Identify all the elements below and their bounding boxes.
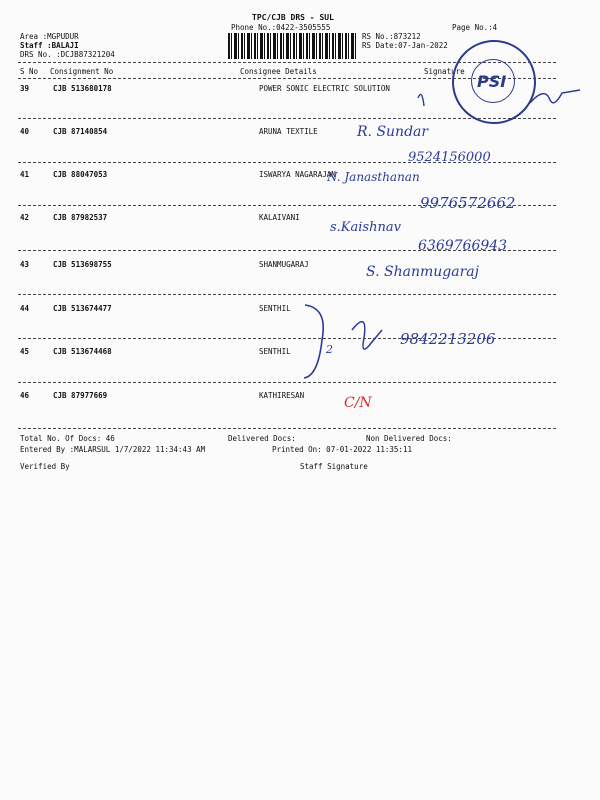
row41-phone: 9976572662	[420, 194, 516, 212]
doc-title: TPC/CJB DRS - SUL	[252, 13, 334, 22]
row44-phone: 9842213206	[400, 330, 496, 348]
row-consignee: ARUNA TEXTILE	[259, 127, 318, 136]
row-consignment: CJB 513680178	[53, 84, 112, 93]
row45-mark: 2	[326, 343, 333, 356]
row-consignee: KALAIVANI	[259, 213, 300, 222]
entered-by: Entered By :MALARSUL 1/7/2022 11:34:43 AM	[20, 445, 206, 454]
col-header-consignee: Consignee Details	[240, 67, 317, 76]
printed-on: Printed On: 07-01-2022 11:35:11	[272, 445, 412, 454]
row-consignment: CJB 87140854	[53, 127, 108, 136]
divider	[18, 382, 556, 383]
row-consignment: CJB 88047053	[53, 170, 108, 179]
row-consignment: CJB 87977669	[53, 391, 108, 400]
row42-signature: s.Kaishnav	[330, 220, 401, 235]
row-consignee: SENTHIL	[259, 304, 291, 313]
page-number: Page No.:4	[452, 23, 498, 32]
row-consignee: SENTHIL	[259, 347, 291, 356]
row-consignment: CJB 513674477	[53, 304, 112, 313]
non-delivered-docs: Non Delivered Docs:	[366, 434, 452, 443]
row41-signature: N. Janasthanan	[327, 170, 420, 184]
rs-date: RS Date:07-Jan-2022	[362, 41, 448, 50]
row-consignment: CJB 513698755	[53, 260, 112, 269]
drs-number: DRS No. :DCJB87321204	[20, 50, 115, 59]
col-header-consignment: Consignment No	[50, 67, 114, 76]
delivered-docs: Delivered Docs:	[228, 434, 296, 443]
divider	[18, 294, 556, 295]
row-consignee: SHANMUGARAJ	[259, 260, 309, 269]
row-sno: 45	[20, 347, 30, 356]
row-consignment: CJB 513674468	[53, 347, 112, 356]
verified-by-label: Verified By	[20, 462, 70, 471]
row-consignee: POWER SONIC ELECTRIC SOLUTION	[259, 84, 390, 93]
area-field: Area :MGPUDUR	[20, 32, 79, 41]
row-sno: 41	[20, 170, 30, 179]
stamp-center-text: PSI	[477, 72, 507, 91]
company-stamp	[452, 40, 536, 124]
barcode	[228, 33, 356, 59]
row43-signature: S. Shanmugaraj	[366, 264, 479, 280]
row-sno: 43	[20, 260, 30, 269]
staff-signature-label: Staff Signature	[300, 462, 368, 471]
row-consignee: ISWARYA NAGARAJAN	[259, 170, 336, 179]
row-consignee: KATHIRESAN	[259, 391, 305, 400]
row40-phone: 9524156000	[408, 150, 491, 165]
divider	[18, 428, 556, 429]
total-docs: Total No. Of Docs: 46	[20, 434, 115, 443]
signature-scribble	[300, 300, 390, 390]
col-header-signature: Signature	[424, 67, 465, 76]
row40-signature: R. Sundar	[357, 124, 429, 140]
row42-phone: 6369766943	[418, 238, 508, 254]
rs-number: RS No.:873212	[362, 32, 421, 41]
row-sno: 39	[20, 84, 30, 93]
row46-mark: C/N	[344, 395, 372, 411]
phone-number: Phone No.:0422-3505555	[231, 23, 331, 32]
row-sno: 42	[20, 213, 30, 222]
col-header-sno: S No	[20, 67, 39, 76]
row-consignment: CJB 87982537	[53, 213, 108, 222]
staff-field: Staff :BALAJI	[20, 41, 79, 50]
row-sno: 44	[20, 304, 30, 313]
row-sno: 40	[20, 127, 30, 136]
row-sno: 46	[20, 391, 30, 400]
